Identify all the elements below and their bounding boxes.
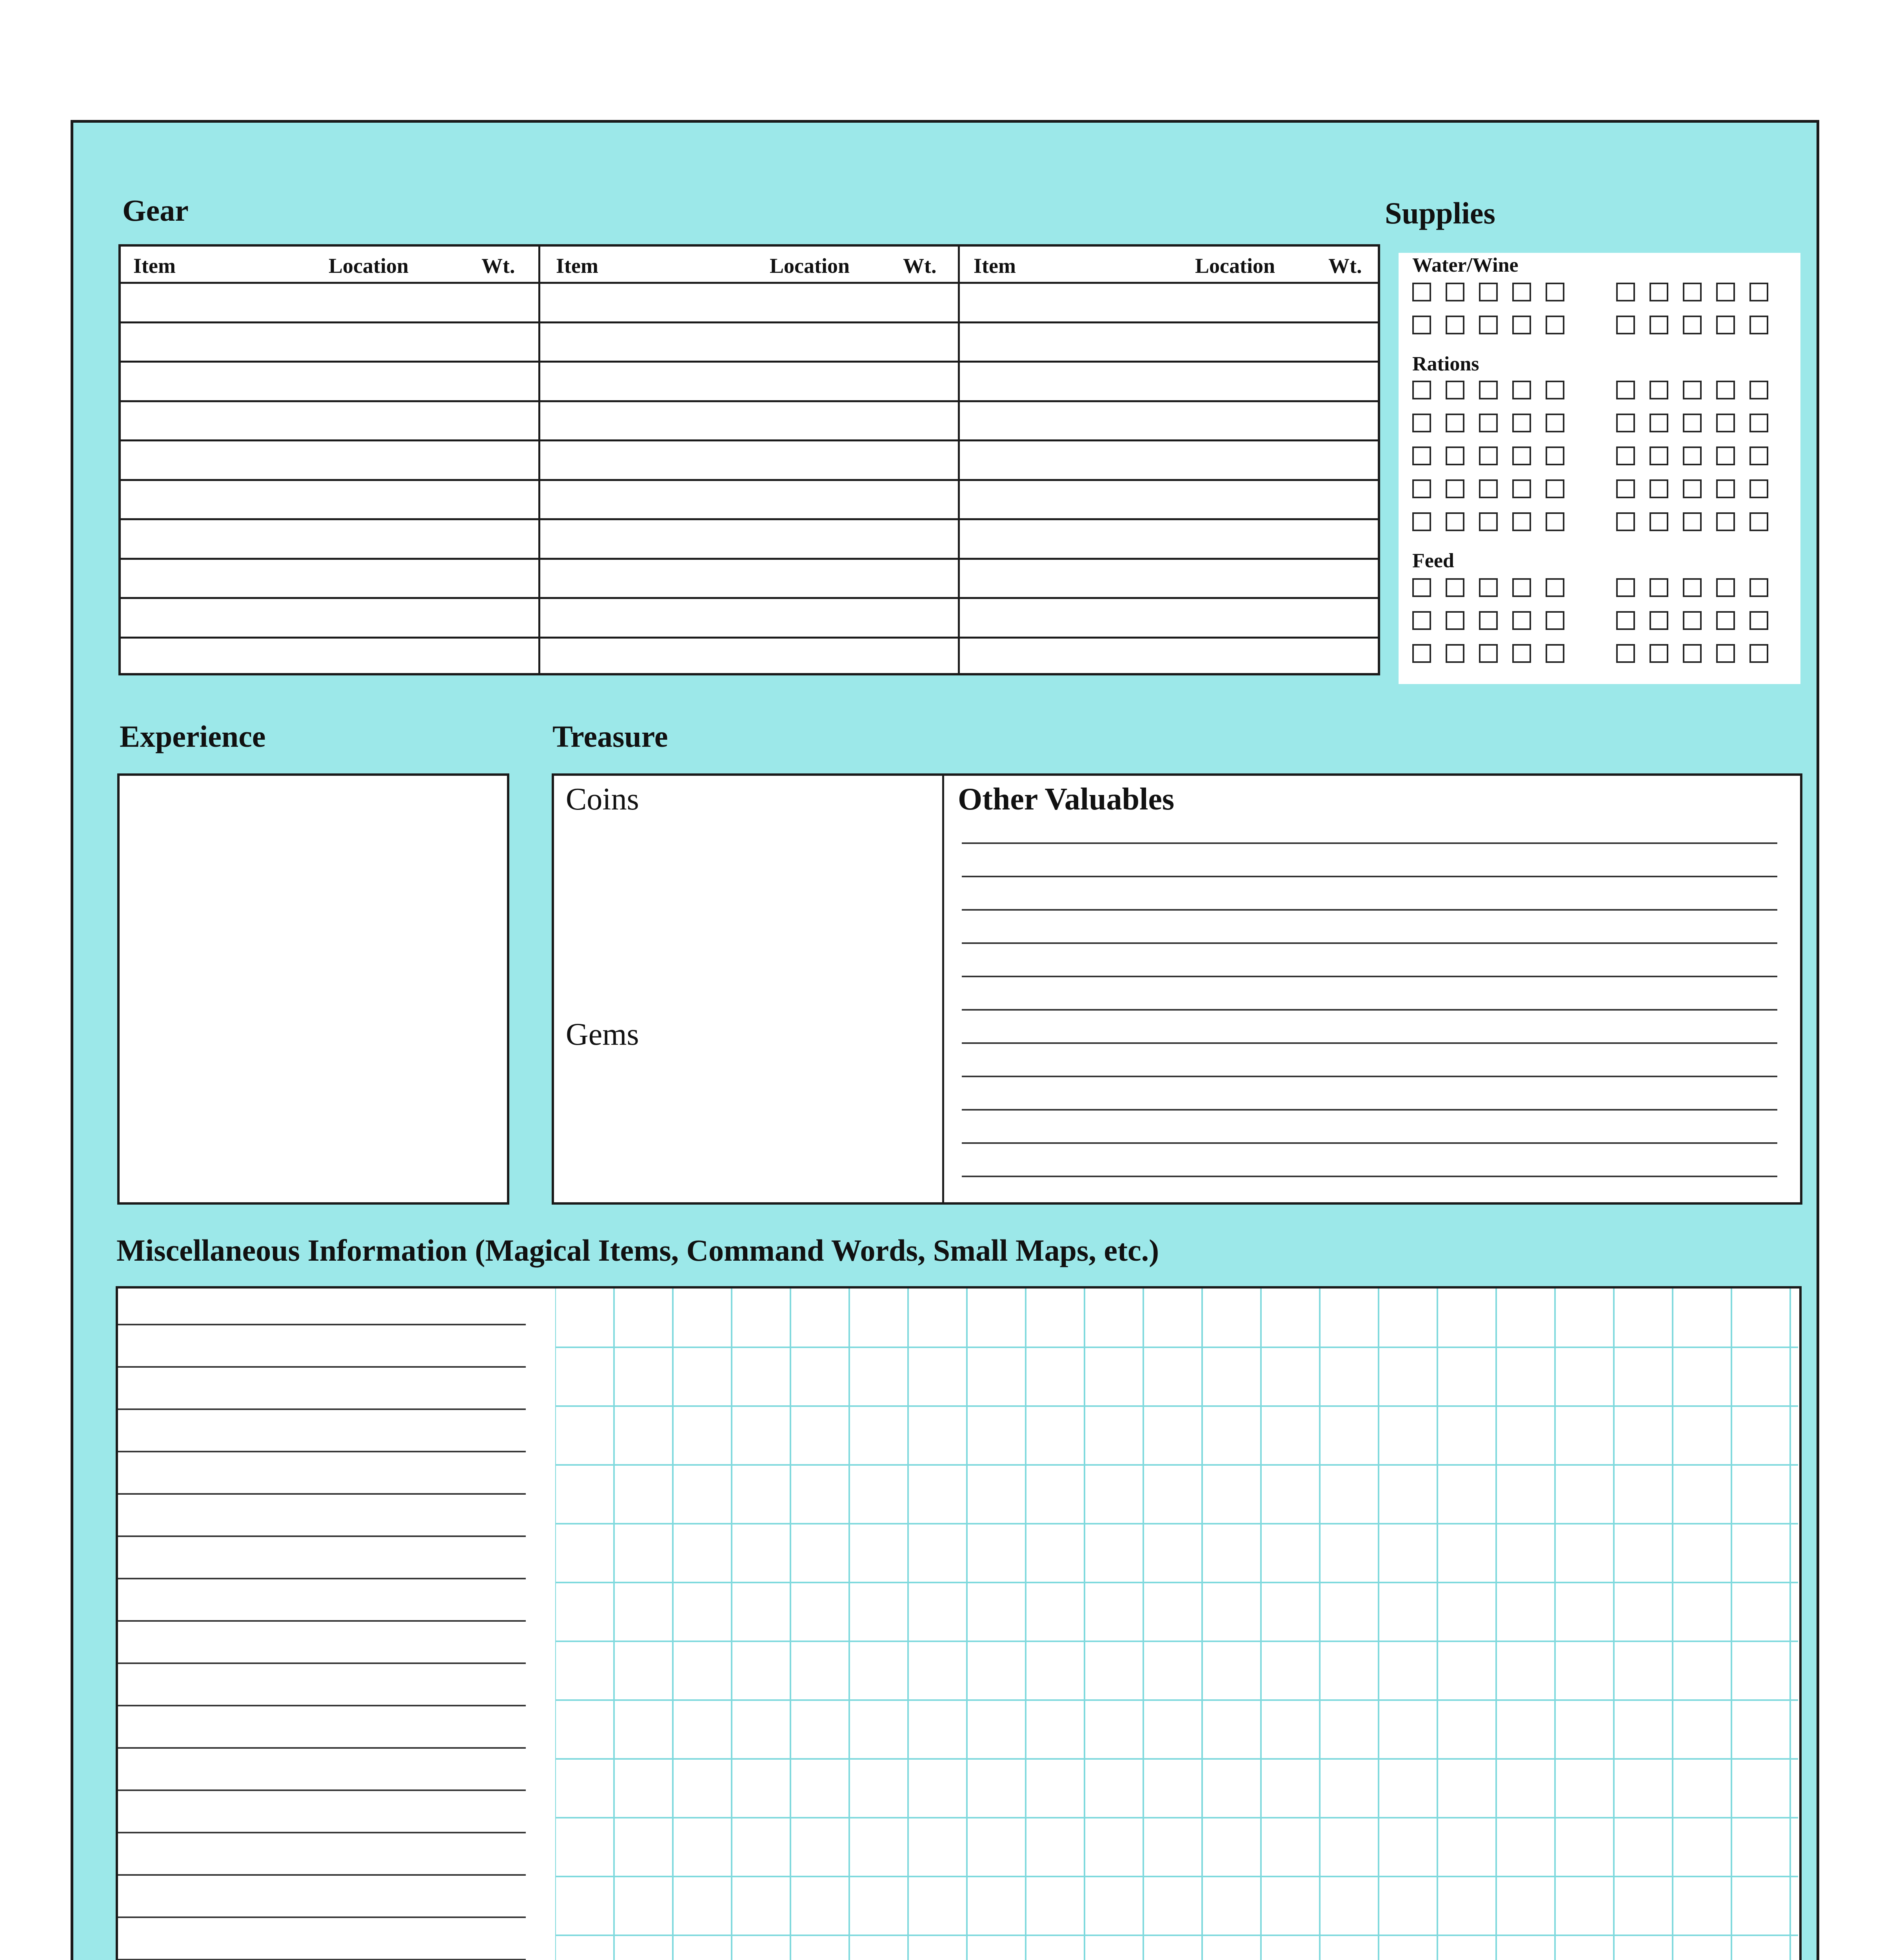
supply-checkbox[interactable] [1649,316,1668,334]
supply-checkbox[interactable] [1616,316,1635,334]
treasure-box [552,773,1802,1205]
supply-checkbox[interactable] [1479,611,1498,630]
supply-checkbox[interactable] [1649,381,1668,399]
gear-heading: Gear [122,193,189,227]
supply-checkbox[interactable] [1749,611,1768,630]
supply-checkbox[interactable] [1446,644,1464,663]
water-wine-label: Water/Wine [1412,254,1519,276]
supply-checkbox[interactable] [1649,479,1668,498]
supply-checkbox[interactable] [1683,283,1702,301]
supply-checkbox[interactable] [1716,644,1735,663]
supply-checkbox[interactable] [1749,381,1768,399]
supply-checkbox[interactable] [1716,414,1735,432]
supply-checkbox[interactable] [1512,414,1531,432]
valuables-line[interactable] [962,1142,1777,1144]
valuables-line[interactable] [962,1109,1777,1111]
misc-box [116,1286,1802,1960]
supply-checkbox[interactable] [1546,611,1564,630]
supply-checkbox[interactable] [1649,414,1668,432]
supply-checkbox[interactable] [1446,316,1464,334]
supply-checkbox[interactable] [1649,446,1668,465]
gear-col-location: Location [770,254,850,278]
supply-checkbox[interactable] [1683,512,1702,531]
gear-col-location: Location [1195,254,1275,278]
supply-checkbox[interactable] [1479,381,1498,399]
supply-checkbox[interactable] [1546,644,1564,663]
gear-row-line[interactable] [121,321,1378,323]
supply-checkbox[interactable] [1446,578,1464,597]
gear-row-line[interactable] [121,400,1378,402]
supply-checkbox[interactable] [1749,644,1768,663]
supply-checkbox[interactable] [1546,381,1564,399]
supply-checkbox[interactable] [1616,283,1635,301]
supply-checkbox[interactable] [1412,446,1431,465]
supply-checkbox[interactable] [1716,611,1735,630]
supply-checkbox[interactable] [1749,283,1768,301]
misc-note-line[interactable] [118,1535,526,1537]
supply-checkbox[interactable] [1683,446,1702,465]
supply-checkbox[interactable] [1412,414,1431,432]
supply-checkbox[interactable] [1649,578,1668,597]
supply-checkbox[interactable] [1616,381,1635,399]
gear-col-item: Item [556,254,598,278]
valuables-line[interactable] [962,1176,1777,1177]
supply-checkbox[interactable] [1716,512,1735,531]
supply-checkbox[interactable] [1716,446,1735,465]
supply-checkbox[interactable] [1616,578,1635,597]
misc-note-line[interactable] [118,1916,526,1918]
supply-checkbox[interactable] [1616,512,1635,531]
feed-label: Feed [1412,550,1454,572]
supply-checkbox[interactable] [1446,381,1464,399]
misc-note-line[interactable] [118,1705,526,1706]
supply-checkbox[interactable] [1446,446,1464,465]
supply-checkbox[interactable] [1683,644,1702,663]
treasure-heading: Treasure [552,719,668,753]
supply-checkbox[interactable] [1716,578,1735,597]
supply-checkbox[interactable] [1546,578,1564,597]
gear-row-line[interactable] [121,558,1378,560]
gear-col-item: Item [974,254,1016,278]
supply-checkbox[interactable] [1512,381,1531,399]
supply-checkbox[interactable] [1412,283,1431,301]
supply-checkbox[interactable] [1616,414,1635,432]
supply-checkbox[interactable] [1446,414,1464,432]
supply-checkbox[interactable] [1446,479,1464,498]
supply-checkbox[interactable] [1546,283,1564,301]
supply-checkbox[interactable] [1616,446,1635,465]
supply-checkbox[interactable] [1649,644,1668,663]
supply-checkbox[interactable] [1546,414,1564,432]
supply-checkbox[interactable] [1512,283,1531,301]
gear-divider [958,247,960,673]
gear-col-wt: Wt. [1328,254,1362,278]
supply-checkbox[interactable] [1683,316,1702,334]
supply-checkbox[interactable] [1479,414,1498,432]
supply-checkbox[interactable] [1479,316,1498,334]
supply-checkbox[interactable] [1716,316,1735,334]
supply-checkbox[interactable] [1412,381,1431,399]
supply-checkbox[interactable] [1749,479,1768,498]
supply-checkbox[interactable] [1616,479,1635,498]
supply-checkbox[interactable] [1716,381,1735,399]
supply-checkbox[interactable] [1512,512,1531,531]
supply-checkbox[interactable] [1716,283,1735,301]
supply-checkbox[interactable] [1446,512,1464,531]
misc-note-line[interactable] [118,1789,526,1791]
misc-note-line[interactable] [118,1408,526,1410]
supply-checkbox[interactable] [1512,611,1531,630]
supplies-heading: Supplies [1385,196,1495,230]
supply-checkbox[interactable] [1446,611,1464,630]
gear-row-line[interactable] [121,637,1378,639]
supply-checkbox[interactable] [1716,479,1735,498]
gear-row-line[interactable] [121,361,1378,363]
gear-col-location: Location [329,254,409,278]
gear-table[interactable] [118,244,1380,675]
misc-note-line[interactable] [118,1451,526,1452]
supply-checkbox[interactable] [1479,512,1498,531]
other-valuables-label: Other Valuables [958,782,1174,817]
supply-checkbox[interactable] [1412,611,1431,630]
valuables-line[interactable] [962,942,1777,944]
supply-checkbox[interactable] [1649,283,1668,301]
valuables-line[interactable] [962,1009,1777,1011]
valuables-line[interactable] [962,976,1777,977]
gear-row-line[interactable] [121,439,1378,441]
misc-note-line[interactable] [118,1620,526,1622]
coins-label: Coins [566,782,639,817]
misc-note-line[interactable] [118,1324,526,1325]
misc-note-line[interactable] [118,1578,526,1579]
supply-checkbox[interactable] [1512,316,1531,334]
gear-row-line[interactable] [121,597,1378,599]
supply-checkbox[interactable] [1412,479,1431,498]
valuables-line[interactable] [962,842,1777,844]
supply-checkbox[interactable] [1749,446,1768,465]
valuables-line[interactable] [962,1076,1777,1077]
supply-checkbox[interactable] [1616,644,1635,663]
character-sheet-panel [71,120,1819,1960]
misc-note-line[interactable] [118,1493,526,1495]
supply-checkbox[interactable] [1412,578,1431,597]
supply-checkbox[interactable] [1546,446,1564,465]
gear-col-wt: Wt. [903,254,937,278]
misc-note-line[interactable] [118,1662,526,1664]
supply-checkbox[interactable] [1546,479,1564,498]
supply-checkbox[interactable] [1412,644,1431,663]
misc-note-line[interactable] [118,1366,526,1368]
gear-row-line[interactable] [121,282,1378,284]
misc-note-line[interactable] [118,1832,526,1833]
gems-label: Gems [566,1017,639,1052]
treasure-divider [942,776,944,1202]
supply-checkbox[interactable] [1479,479,1498,498]
supply-checkbox[interactable] [1649,611,1668,630]
supply-checkbox[interactable] [1649,512,1668,531]
supply-checkbox[interactable] [1479,283,1498,301]
gear-col-item: Item [133,254,176,278]
supply-checkbox[interactable] [1512,578,1531,597]
graph-paper-grid[interactable] [555,1289,1798,1960]
misc-note-line[interactable] [118,1747,526,1749]
experience-box[interactable] [117,773,509,1205]
supply-checkbox[interactable] [1512,446,1531,465]
rations-label: Rations [1412,353,1479,375]
misc-heading: Miscellaneous Information (Magical Items, Command Words, Small Maps, etc.) [116,1233,1159,1267]
gear-row-line[interactable] [121,518,1378,520]
supply-checkbox[interactable] [1749,316,1768,334]
supply-checkbox[interactable] [1479,446,1498,465]
experience-heading: Experience [120,719,266,753]
supply-checkbox[interactable] [1683,611,1702,630]
supply-checkbox[interactable] [1512,479,1531,498]
supply-checkbox[interactable] [1683,414,1702,432]
supply-checkbox[interactable] [1546,512,1564,531]
supply-checkbox[interactable] [1446,283,1464,301]
valuables-line[interactable] [962,909,1777,911]
supply-checkbox[interactable] [1749,512,1768,531]
supply-checkbox[interactable] [1512,644,1531,663]
gear-divider [538,247,540,673]
supply-checkbox[interactable] [1412,512,1431,531]
supply-checkbox[interactable] [1412,316,1431,334]
supply-checkbox[interactable] [1546,316,1564,334]
valuables-line[interactable] [962,1042,1777,1044]
supply-checkbox[interactable] [1683,578,1702,597]
supply-checkbox[interactable] [1479,578,1498,597]
supply-checkbox[interactable] [1616,611,1635,630]
misc-note-line[interactable] [118,1874,526,1876]
gear-row-line[interactable] [121,479,1378,481]
supply-checkbox[interactable] [1749,414,1768,432]
supply-checkbox[interactable] [1683,381,1702,399]
gear-col-wt: Wt. [481,254,515,278]
supply-checkbox[interactable] [1683,479,1702,498]
supply-checkbox[interactable] [1479,644,1498,663]
supply-checkbox[interactable] [1749,578,1768,597]
valuables-line[interactable] [962,876,1777,877]
supplies-box [1399,253,1800,684]
